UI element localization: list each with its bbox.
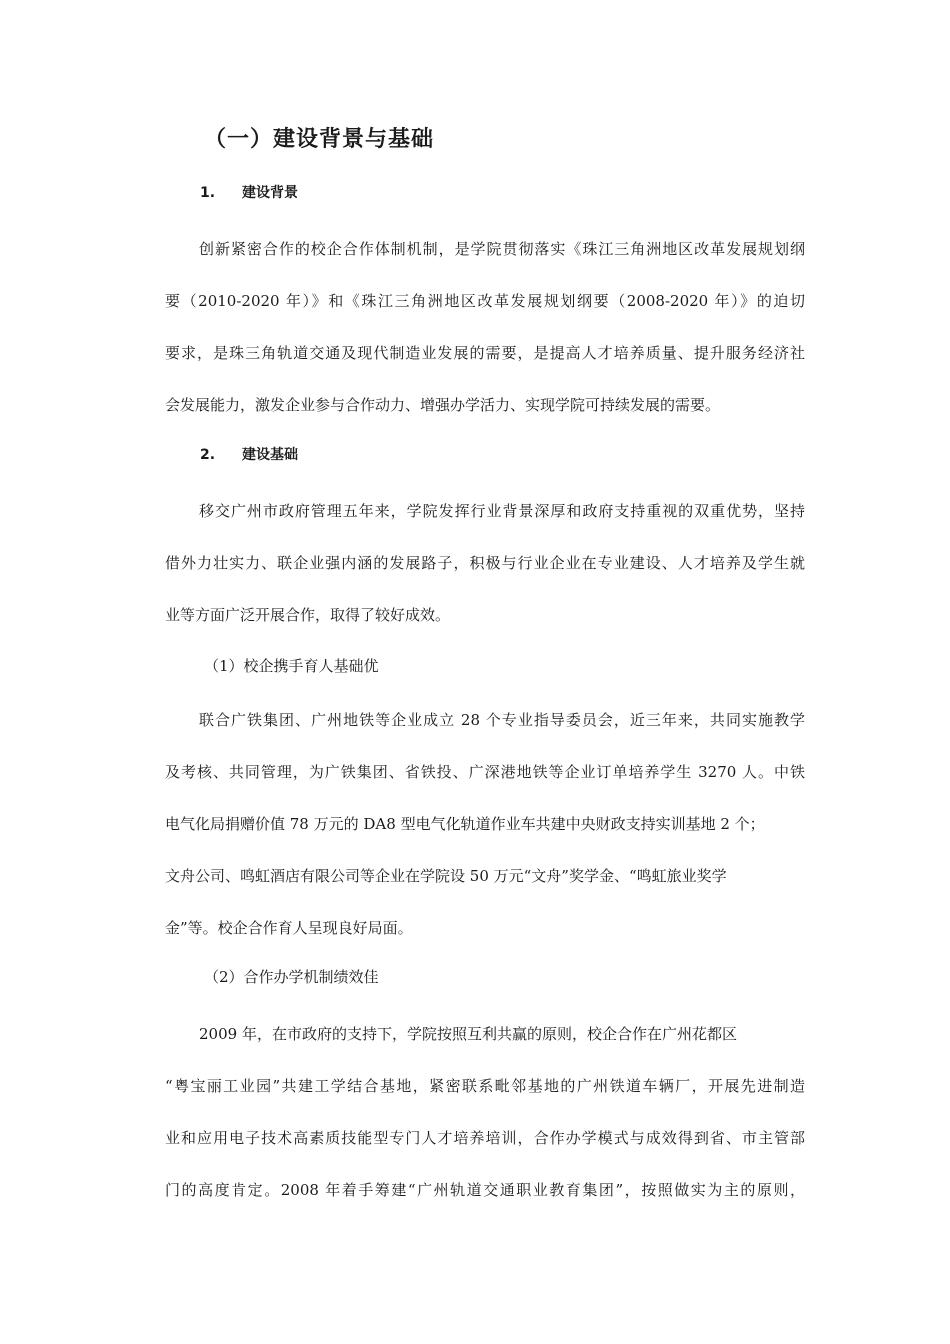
paragraph-line: 2009 年，在市政府的支持下，学院按照互利共赢的原则，校企合作在广州花都区 bbox=[199, 1025, 737, 1043]
subheading-1: （1）校企携手育人基础优 bbox=[204, 657, 379, 675]
heading-number: 2. bbox=[200, 447, 216, 463]
heading-background bbox=[200, 182, 298, 204]
heading-text: 建设基础 bbox=[242, 447, 298, 463]
paragraph-background bbox=[165, 223, 805, 431]
paragraph-line: 借外力壮实力、联企业强内涵的发展路子，积极与行业企业在专业建设、人才培养及学生就 bbox=[165, 554, 805, 572]
paragraph-line: 电气化局捐赠价值 78 万元的 DA8 型电气化轨道作业车共建中央财政支持实训基地 2 个； bbox=[165, 815, 765, 833]
paragraph-line: 金”等。校企合作育人呈现良好局面。 bbox=[165, 919, 413, 937]
paragraph-line: 要求，是珠三角轨道交通及现代制造业发展的需要，是提高人才培养质量、提升服务经济社 bbox=[165, 344, 805, 362]
subheading-2: （2）合作办学机制绩效佳 bbox=[204, 968, 379, 986]
paragraph-line: 文舟公司、鸣虹酒店有限公司等企业在学院设 50 万元“文舟”奖学金、“鸣虹旅业奖学 bbox=[165, 867, 727, 885]
paragraph-line: 会发展能力，激发企业参与合作动力、增强办学活力、实现学院可持续发展的需要。 bbox=[165, 396, 721, 414]
paragraph-line: 要（2010-2020 年）》和《珠江三角洲地区改革发展规划纲要（2008-2020 年）》的迫切 bbox=[165, 292, 805, 310]
paragraph-line: 创新紧密合作的校企合作体制机制，是学院贯彻落实《珠江三角洲地区改革发展规划纲 bbox=[199, 240, 805, 258]
paragraph-line: 业和应用电子技术高素质技能型专门人才培养培训，合作办学模式与成效得到省、市主管部 bbox=[165, 1129, 805, 1147]
paragraph-line: “粤宝丽工业园”共建工学结合基地，紧密联系毗邻基地的广州铁道车辆厂，开展先进制造 bbox=[165, 1077, 805, 1095]
heading-text: 建设背景 bbox=[242, 185, 298, 201]
heading-number: 1. bbox=[200, 185, 216, 201]
paragraph-line: 及考核、共同管理，为广铁集团、省铁投、广深港地铁等企业订单培养学生 3270 人。中铁 bbox=[165, 763, 805, 781]
paragraph-education bbox=[165, 694, 805, 954]
paragraph-foundation bbox=[165, 485, 805, 641]
heading-foundation bbox=[200, 444, 298, 466]
section-title: （一）建设背景与基础 bbox=[204, 127, 435, 152]
paragraph-line: 联合广铁集团、广州地铁等企业成立 28 个专业指导委员会，近三年来，共同实施教学 bbox=[199, 711, 805, 729]
paragraph-mechanism bbox=[165, 1008, 805, 1216]
paragraph-line: 移交广州市政府管理五年来，学院发挥行业背景深厚和政府支持重视的双重优势，坚持 bbox=[199, 502, 805, 520]
paragraph-line: 业等方面广泛开展合作，取得了较好成效。 bbox=[165, 606, 451, 624]
paragraph-line: 门的高度肯定。2008 年着手筹建“广州轨道交通职业教育集团”，按照做实为主的原则， bbox=[165, 1181, 805, 1199]
